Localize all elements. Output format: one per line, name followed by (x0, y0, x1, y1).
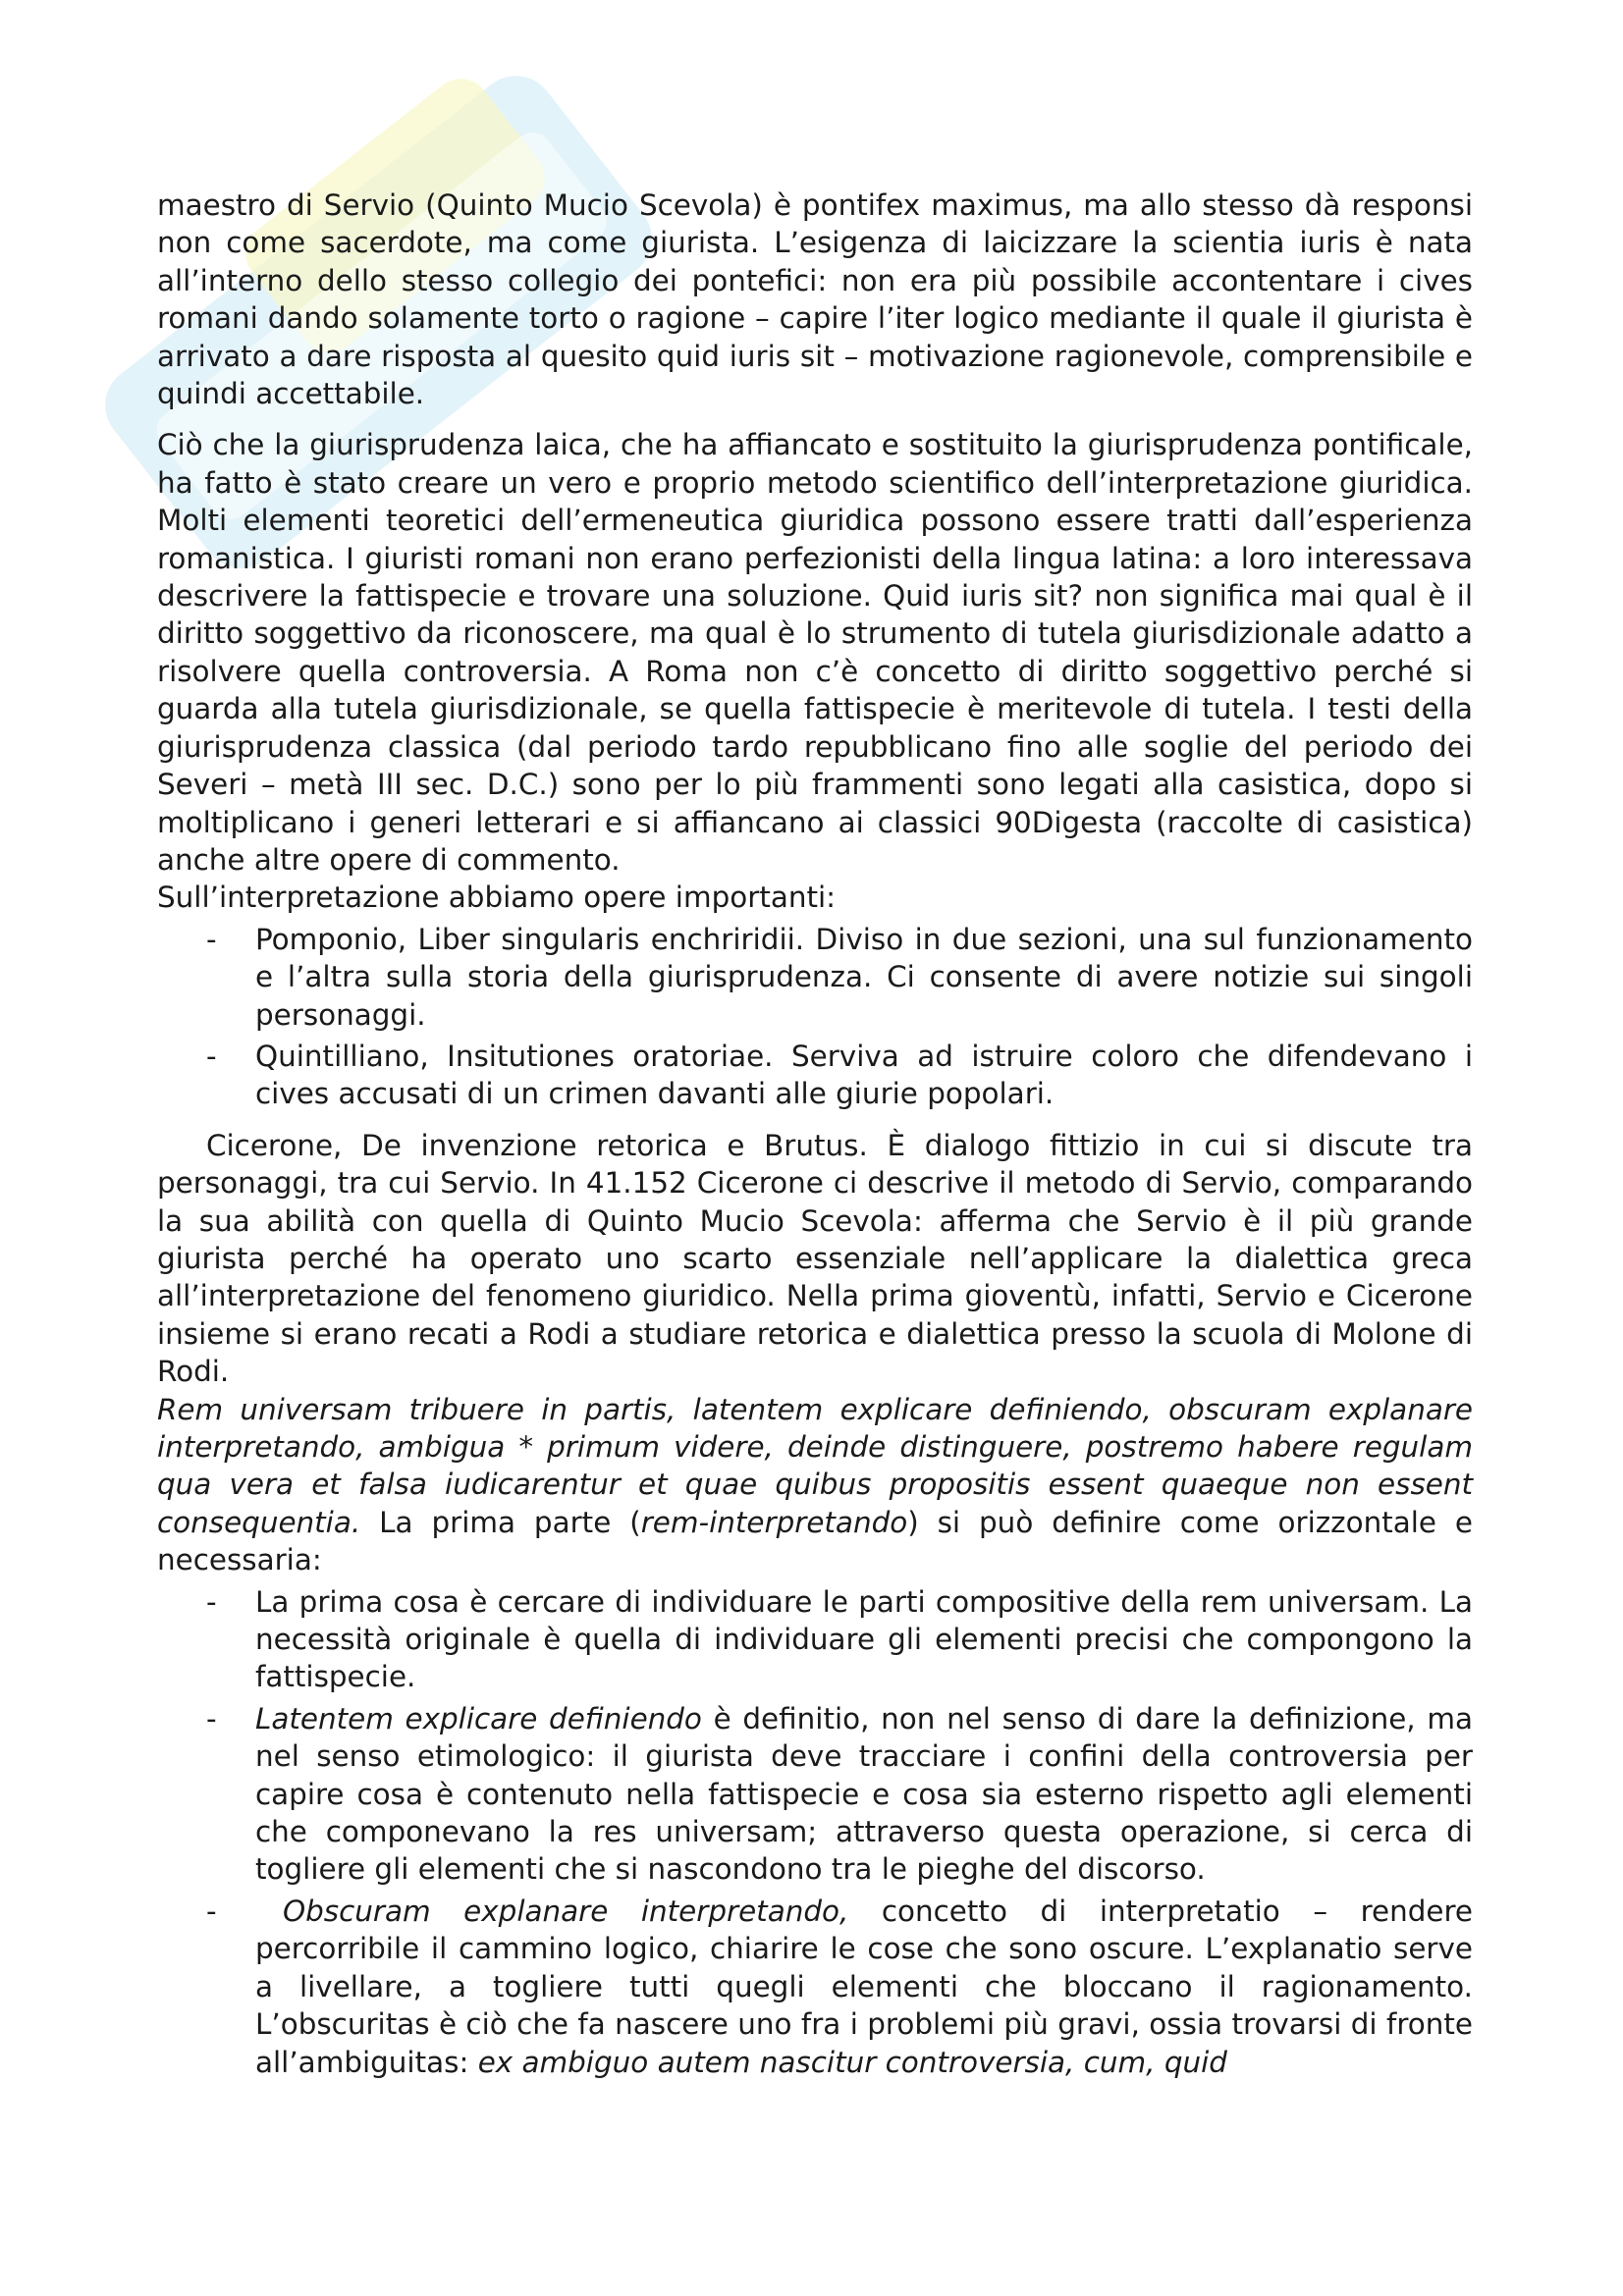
list-metodo (157, 1583, 1473, 2081)
list-item: - Obscuram explanare interpretando, concetto di interpretatio – rendere percorribile il cammino logico, chiarire le cose che sono oscure. L’explanatio serve a livellare, a togliere tutti quegli elementi che bloccano il ragionamento. L’obscuritas è ciò che fa nascere uno fra i problemi più gravi, ossia trovarsi di fronte all’ambiguitas: ex ambiguo autem nascitur controversia, cum, quid (157, 1893, 1473, 2081)
paragraph-5: Rem universam tribuere in partis, latentem explicare definiendo, obscuram explanare interpretando, ambigua * primum videre, deinde distinguere, postremo habere regulam qua vera et falsa iudicarentur et quae quibus propositis essent quaeque non essent consequentia. La prima parte (rem-interpretando) si può definire come orizzontale e necessaria: (157, 1392, 1474, 1577)
paragraph-4: Cicerone, De invenzione retorica e Brutus. È dialogo fittizio in cui si discute tra personaggi, tra cui Servio. In 41.152 Cicerone ci descrive il metodo di Servio, comparando la sua abilità con quella di Quinto Mucio Scevola: afferma che Servio è il più grande giurista perché ha operato uno scarto essenziale nell’applicare la dialettica greca all’interpretazione del fenomeno giuridico. Nella prima gioventù, infatti, Servio e Cicerone insieme si erano recati a Rodi a studiare retorica e dialettica presso la scuola di Molone di Rodi. (157, 1128, 1473, 1389)
latin-quote: Rem universam tribuere in partis, latentem explicare definiendo, obscuram explanare interpretando, ambigua * primum videre, deinde distinguere, postremo habere regulam qua vera et falsa iudicarentur et quae quibus propositis essent quaeque non essent consequentia. (157, 1392, 1473, 1539)
list-item: - Pomponio, Liber singularis enchriridii. Diviso in due sezioni, una sul funzionamento e l’altra sulla storia della giurisprudenza. Ci consente di avere notizie sui singoli personaggi. (157, 921, 1473, 1034)
list-item: - La prima cosa è cercare di individuare le parti compositive della rem universam. La necessità originale è quella di individuare gli elementi precisi che compongono la fattispecie. (157, 1583, 1473, 1696)
paragraph-2: Ciò che la giurisprudenza laica, che ha affiancato e sostituito la giurisprudenza pontificale, ha fatto è stato creare un vero e proprio metodo scientifico dell’interpretazione giuridica. Molti elementi teoretici dell’ermeneutica giuridica possono essere tratti dall’esperienza romanistica. I giuristi romani non erano perfezionisti della lingua latina: a loro interessava descrivere la fattispecie e trovare una soluzione. Quid iuris sit? non significa mai qual è il diritto soggettivo da riconoscere, ma qual è lo strumento di tutela giurisdizionale adatto a risolvere quella controversia. A Roma non c’è concetto di diritto soggettivo perché si guarda alla tutela giurisdizionale, se quella fattispecie è meritevole di tutela. I testi della giurisprudenza classica (dal periodo tardo repubblicano fino alle soglie del periodo dei Severi – metà III sec. D.C.) sono per lo più frammenti sono legati alla casistica, dopo si moltiplicano i generi letterari e si affiancano ai classici 90Digesta (raccolte di casistica) anche altre opere di commento. (157, 428, 1473, 877)
paragraph-3: Sull’interpretazione abbiamo opere importanti: (157, 881, 837, 915)
document-page (157, 187, 1473, 2081)
paragraph-1: maestro di Servio (Quinto Mucio Scevola) è pontifex maximus, ma allo stesso dà responsi non come sacerdote, ma come giurista. L’esigenza di laicizzare la scientia iuris è nata all’interno dello stesso collegio dei pontefici: non era più possibile accontentare i cives romani dando solamente torto o ragione – capire l’iter logico mediante il quale il giurista è arrivato a dare risposta al quesito quid iuris sit – motivazione ragionevole, comprensibile e quindi accettabile. (157, 188, 1473, 411)
list-item: - Latentem explicare definiendo è definitio, non nel senso di dare la definizione, ma nel senso etimologico: il giurista deve tracciare i confini della controversia per capire cosa è contenuto nella fattispecie e cosa sia esterno rispetto agli elementi che componevano la res universam; attraverso questa operazione, si cerca di togliere gli elementi che si nascondono tra le pieghe del discorso. (157, 1700, 1473, 1889)
list-item: - Quintilliano, Insitutiones oratoriae. Serviva ad istruire coloro che difendevano i cives accusati di un crimen davanti alle giurie popolari. (157, 1038, 1473, 1113)
list-opere (157, 921, 1473, 1113)
